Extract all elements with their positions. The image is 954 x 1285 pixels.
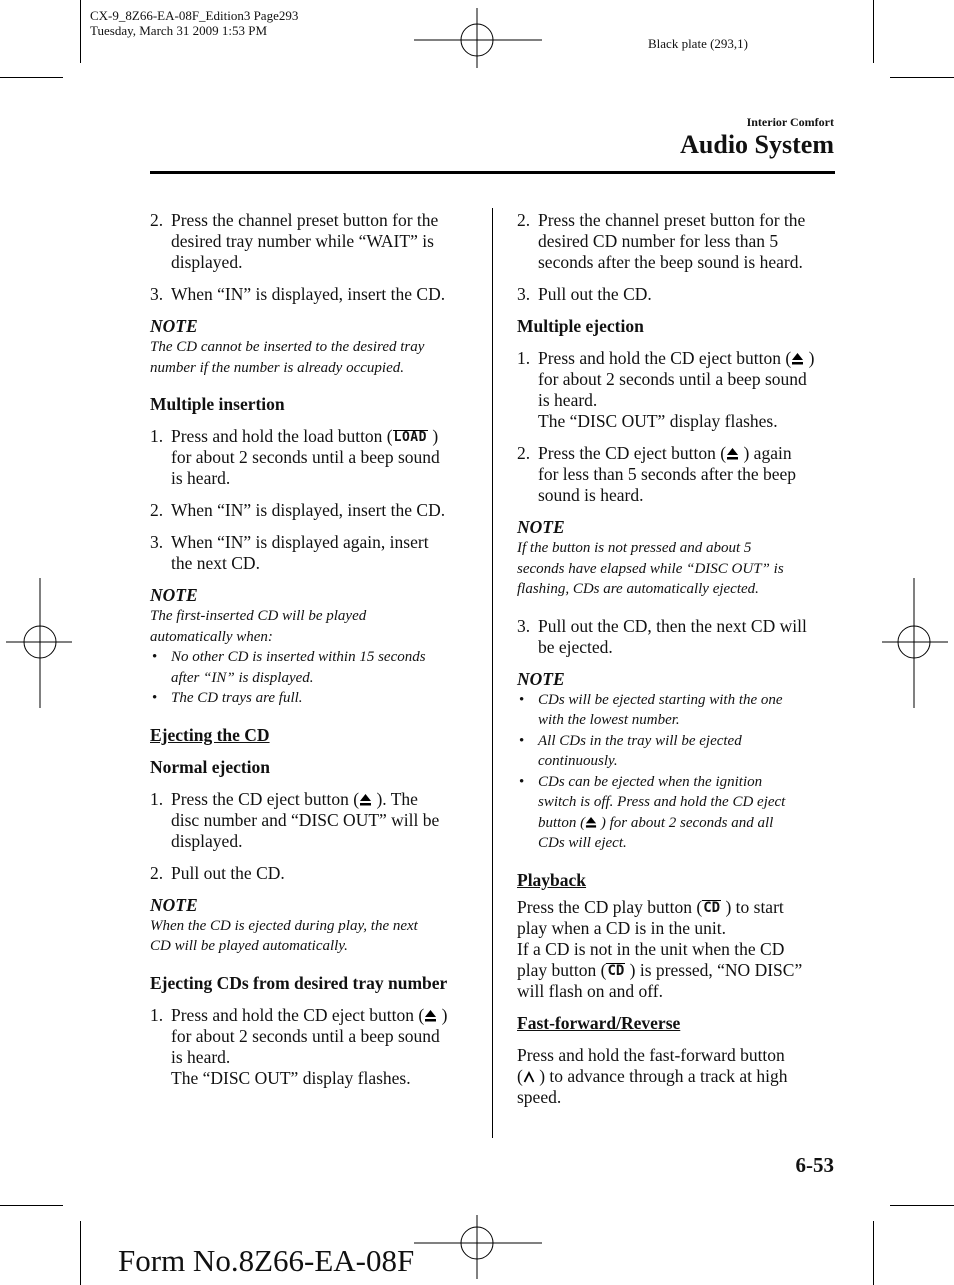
left-column xyxy=(150,210,472,1100)
paragraph: Press the CD play button (CD ) to start play when a CD is in the unit. If a CD is not in the unit when the CD play button (CD ) is pressed, “NO DISC” will flash on and off. xyxy=(517,896,803,1001)
subheading: Normal ejection xyxy=(150,756,271,777)
subheading: Ejecting CDs from desired tray number xyxy=(150,972,448,993)
file-line: CX-9_8Z66-EA-08F_Edition3 Page293 xyxy=(90,8,299,23)
note-text: The CD cannot be inserted to the desired tray number if the number is already occupied. xyxy=(150,339,425,376)
date-line: Tuesday, March 31 2009 1:53 PM xyxy=(90,23,268,38)
note-text: If the button is not pressed and about 5 seconds have elapsed while “DISC OUT” is flashing, CDs are automatically ejected. xyxy=(517,540,784,597)
print-meta xyxy=(90,8,298,38)
list-item: 1. Press and hold the load button (LOAD ) for about 2 seconds until a beep sound is heard. xyxy=(150,426,440,488)
eject-icon xyxy=(791,352,804,366)
list-item: 2. Press the channel preset button for the desired CD number for less than 5 seconds after the beep sound is heard. xyxy=(517,210,806,272)
list-item: 3. When “IN” is displayed again, insert the next CD. xyxy=(150,532,429,573)
list-item: 1. Press the CD eject button ( ). The disc number and “DISC OUT” will be displayed. xyxy=(150,788,440,851)
note-title: NOTE xyxy=(150,894,198,915)
bullet-item: • All CDs in the tray will be ejected continuously. xyxy=(519,732,742,769)
right-column xyxy=(517,210,837,1119)
column-divider xyxy=(492,208,493,1138)
eject-icon xyxy=(726,447,739,461)
plate-label: Black plate (293,1) xyxy=(648,36,748,51)
list-item: 2. Pull out the CD. xyxy=(150,862,285,883)
note-text: The first-inserted CD will be played automatically when: xyxy=(150,608,367,645)
crop-mark xyxy=(80,1221,81,1285)
eject-icon xyxy=(359,793,372,807)
list-item: 2. Press the CD eject button ( ) again for less than 5 seconds after the beep sound is heard. xyxy=(517,443,797,505)
list-item: 3. Pull out the CD, then the next CD will be ejected. xyxy=(517,615,807,657)
subheading: Multiple ejection xyxy=(517,316,644,336)
note-bullets xyxy=(150,647,472,709)
form-number: Form No.8Z66-EA-08F xyxy=(118,1243,415,1278)
page-number: 6-53 xyxy=(795,1153,834,1177)
registration-mark-icon xyxy=(6,578,72,708)
paragraph: Press and hold the fast-forward button ( ) to advance through a track at high speed. xyxy=(517,1044,788,1107)
eject-icon xyxy=(585,816,597,829)
bullet-item: • No other CD is inserted within 15 seconds after “IN” is displayed. xyxy=(152,649,426,686)
section-heading: Playback xyxy=(517,869,587,890)
registration-mark-icon xyxy=(414,1215,542,1279)
list-item: 2. When “IN” is displayed, insert the CD. xyxy=(150,500,446,520)
eject-icon xyxy=(424,1009,437,1023)
bullet-item: • The CD trays are full. xyxy=(152,690,303,706)
list-item: 3. Pull out the CD. xyxy=(517,284,652,304)
header-rule xyxy=(150,171,835,174)
subheading: Multiple insertion xyxy=(150,394,285,414)
caret-up-icon xyxy=(523,1071,535,1084)
crop-mark xyxy=(0,1205,63,1206)
list-item: 1. Press and hold the CD eject button ( ) for about 2 seconds until a beep sound is heard. The “DISC OUT” display flashes. xyxy=(150,1004,448,1088)
bullet-item: • CDs will be ejected starting with the one with the lowest number. xyxy=(519,691,783,728)
section-heading: Fast-forward/Reverse xyxy=(517,1012,681,1033)
crop-mark xyxy=(0,77,63,78)
list-item: 1. Press and hold the CD eject button ( ) for about 2 seconds until a beep sound is heard. The “DISC OUT” display flashes. xyxy=(517,348,815,431)
crop-mark xyxy=(890,77,954,78)
crop-mark xyxy=(873,1221,874,1285)
registration-mark-icon xyxy=(414,8,542,68)
note-title: NOTE xyxy=(517,668,565,689)
list-item: 2. Press the channel preset button for the desired tray number while “WAIT” is displayed. xyxy=(150,210,439,272)
page-title: Audio System xyxy=(680,130,834,159)
note-title: NOTE xyxy=(150,316,198,336)
section-heading: Ejecting the CD xyxy=(150,724,270,745)
registration-mark-icon xyxy=(882,578,948,708)
crop-mark xyxy=(80,0,81,63)
note-bullets xyxy=(517,690,837,854)
list-item: 3. When “IN” is displayed, insert the CD. xyxy=(150,284,446,304)
cd-button-icon: CD xyxy=(703,899,721,916)
bullet-item: • CDs can be ejected when the ignition switch is off. Press and hold the CD eject button ( ) for about 2 seconds and all CDs will eject. xyxy=(519,773,786,851)
crop-mark xyxy=(873,0,874,63)
crop-mark xyxy=(890,1205,954,1206)
note-title: NOTE xyxy=(150,585,198,605)
load-button-icon: LOAD xyxy=(393,430,427,445)
note-text: When the CD is ejected during play, the next CD will be played automatically. xyxy=(150,917,418,954)
note-title: NOTE xyxy=(517,517,565,537)
section-label: Interior Comfort xyxy=(746,115,834,129)
cd-button-icon: CD xyxy=(607,962,625,979)
